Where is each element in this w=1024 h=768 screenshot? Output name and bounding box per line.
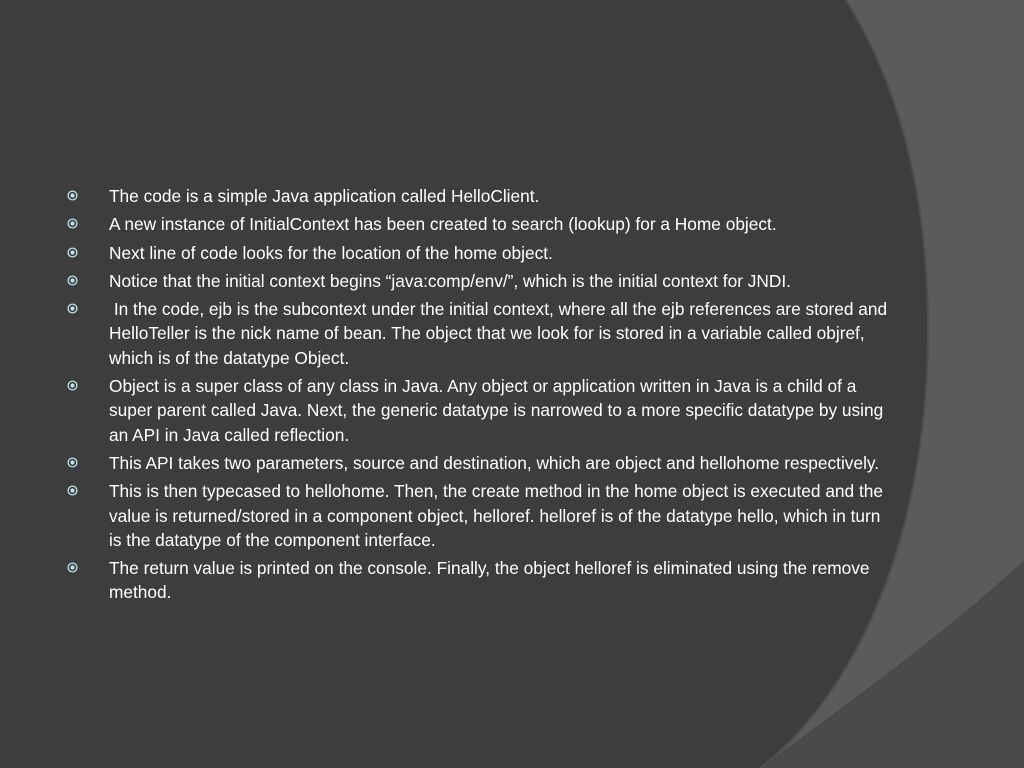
bullet-text: The return value is printed on the console. Finally, the object helloref is eliminated using the remove method. bbox=[109, 558, 875, 603]
list-item bbox=[66, 556, 896, 605]
list-item bbox=[66, 479, 896, 552]
bullet-text: The code is a simple Java application called HelloClient. bbox=[109, 186, 540, 206]
list-item bbox=[66, 451, 896, 475]
circled-dot-icon bbox=[67, 380, 78, 391]
bullet-list bbox=[66, 184, 896, 609]
bullet-text: This is then typecased to hellohome. Then, the create method in the home object is executed and the value is returned/stored in a component object, helloref. helloref is of the datatype hello, which in turn is the datatype of the component interface. bbox=[109, 481, 888, 550]
bullet-text: Next line of code looks for the location of the home object. bbox=[109, 242, 553, 263]
list-item bbox=[66, 374, 896, 447]
list-item bbox=[66, 241, 896, 265]
bullet-text: Notice that the initial context begins “java:comp/env/”, which is the initial context for JNDI. bbox=[109, 270, 791, 291]
bullet-text: Object is a super class of any class in Java. Any object or application written in Java is a child of a super parent called Java. Next, the generic datatype is narrowed to a more specific datatype by using an API in Java called reflection. bbox=[109, 376, 889, 445]
list-item bbox=[66, 212, 896, 236]
circled-dot-icon bbox=[67, 247, 78, 258]
circled-dot-icon bbox=[67, 218, 78, 229]
bullet-text: A new instance of InitialContext has been created to search (lookup) for a Home object. bbox=[109, 214, 777, 235]
bullet-text: This API takes two parameters, source and destination, which are object and hellohome respectively. bbox=[109, 452, 880, 473]
list-item bbox=[66, 269, 896, 293]
circled-dot-icon bbox=[67, 485, 78, 496]
circled-dot-icon bbox=[67, 275, 78, 286]
circled-dot-icon bbox=[67, 562, 78, 573]
bullet-text: In the code, ejb is the subcontext under the initial context, where all the ejb references are stored and HelloTeller is the nick name of bean. The object that we look for is stored in a variable called objref, which is of the datatype Object. bbox=[109, 299, 892, 368]
list-item bbox=[66, 184, 896, 208]
circled-dot-icon bbox=[67, 303, 78, 314]
circled-dot-icon bbox=[67, 190, 78, 201]
list-item bbox=[66, 297, 896, 370]
circled-dot-icon bbox=[67, 457, 78, 468]
